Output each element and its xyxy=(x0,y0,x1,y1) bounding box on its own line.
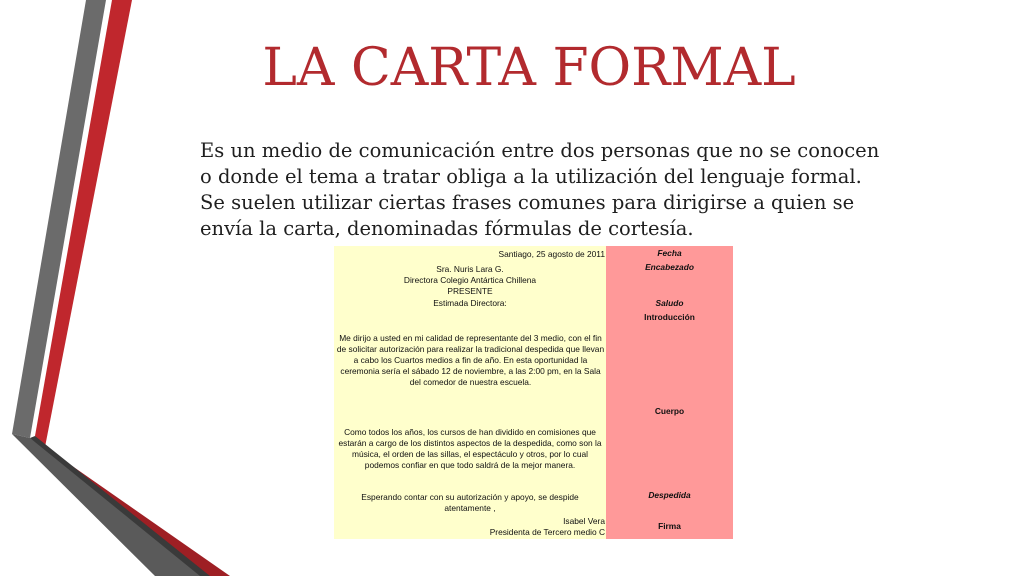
recipient-presente: PRESENTE xyxy=(447,286,493,296)
letter-date: Santiago, 25 agosto de 2011 xyxy=(498,249,605,259)
letter-paragraph-2: Como todos los años, los cursos de han dividido en comisiones que estarán a cargo de los distintos aspectos de la despedida, como son la música, el orden de las sillas, el espectáculo y otros, por lo cual podemos confiar en que todo saldrá de la mejor manera. xyxy=(338,427,602,470)
formal-letter-example xyxy=(334,246,733,539)
label-fecha: Fecha xyxy=(657,248,682,258)
letter-paragraph-1: Me dirijo a usted en mi calidad de representante del 3 medio, con el fin de solicitar autorización para realizar la tradicional despedida que llevan a cabo los Cuartos medios a fin de año. En esta oportunidad la ceremonia sería el sábado 12 de noviembre, a las 2:00 pm, en la Sala del comedor de nuestra escuela. xyxy=(336,333,605,387)
letter-greeting: Estimada Directora: xyxy=(433,298,507,308)
label-cuerpo: Cuerpo xyxy=(654,406,685,416)
label-despedida: Despedida xyxy=(648,490,691,500)
dark-stripe-shadow xyxy=(30,436,210,576)
letter-closing: Esperando contar con su autorización y apoyo, se despide atentamente , xyxy=(361,492,579,513)
intro-paragraph: Es un medio de comunicación entre dos personas que no se conocen o donde el tema a tratar obliga a la utilización del lenguaje formal. Se suelen utilizar ciertas frases comunes para dirigirse a quien se envía la carta, denominadas fórmulas de cortesía. xyxy=(200,139,880,240)
slide-title: LA CARTA FORMAL xyxy=(262,38,796,98)
label-introduccion: Introducción xyxy=(644,312,695,322)
recipient-position: Directora Colegio Antártica Chillena xyxy=(403,275,537,285)
letter-recipient xyxy=(334,264,606,297)
label-firma: Firma xyxy=(658,521,681,531)
red-stripe-lower xyxy=(35,436,230,576)
signature-name: Isabel Vera xyxy=(563,516,605,526)
label-saludo: Saludo xyxy=(655,298,684,308)
recipient-name: Sra. Nuris Lara G. xyxy=(436,264,504,274)
label-encabezado: Encabezado xyxy=(645,262,694,272)
signature-title: Presidenta de Tercero medio C xyxy=(489,527,605,537)
letter-signature xyxy=(334,516,605,538)
